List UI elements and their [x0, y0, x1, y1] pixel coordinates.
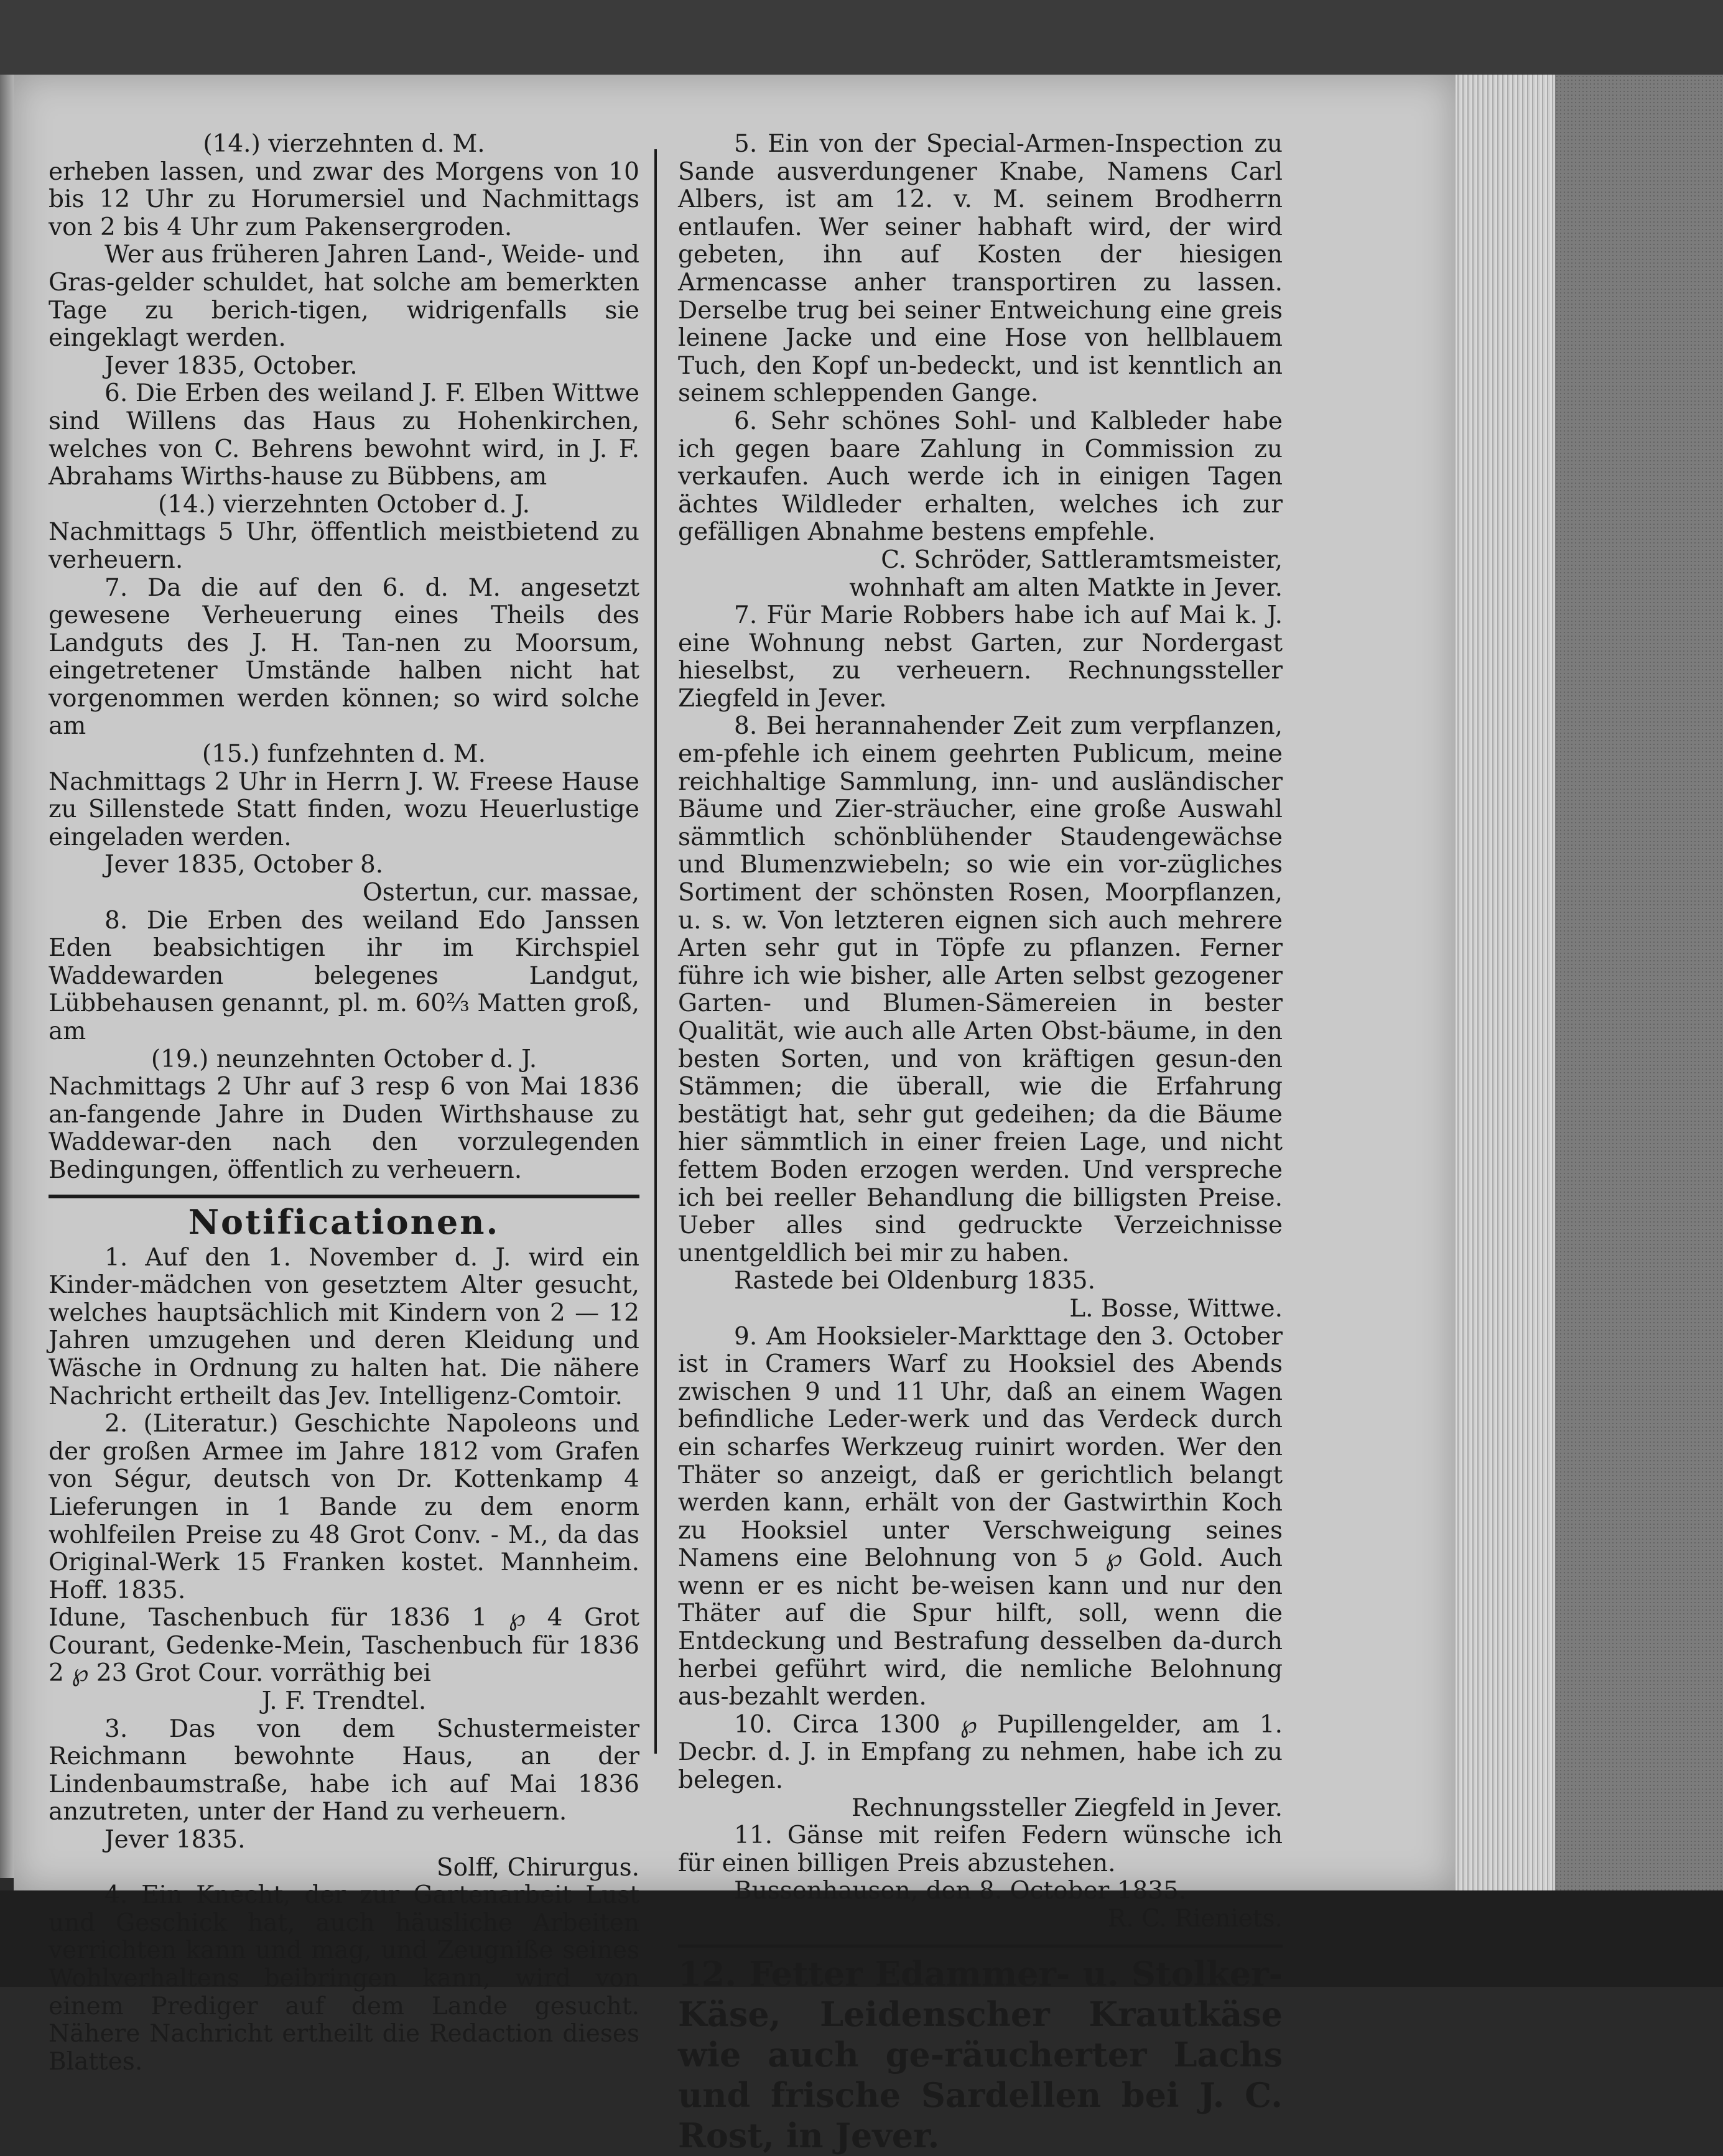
page-stack-edge [1456, 75, 1555, 1890]
left-column-paragraph: Jever 1835, October 8. [104, 851, 384, 879]
section-title: Notificationen. [188, 1201, 500, 1242]
right-column-paragraph: 11. Gänse mit reifen Federn wünsche ich für einen billigen Preis abzustehen. [678, 1821, 1283, 1877]
left-notices-paragraph: Idune, Taschenbuch für 1836 1 ℘ 4 Grot Courant, Gedenke-Mein, Taschenbuch für 1836 2 ℘ 23 Grot Cour. vorräthig bei [49, 1604, 639, 1688]
book-binding [1555, 75, 1723, 1890]
right-column-paragraph: L. Bosse, Wittwe. [1069, 1294, 1283, 1323]
left-column-paragraph: (19.) neunzehnten October d. J. [151, 1045, 537, 1073]
left-column-paragraph: 6. Die Erben des weiland J. F. Elben Wittwe sind Willens das Haus zu Hohenkirchen, welches von C. Behrens bewohnt wird, in J. F. Abrahams Wirths-hause zu Bübbens, am [49, 379, 639, 491]
left-column [49, 131, 639, 2076]
facing-page-edge [0, 75, 14, 1878]
right-column-paragraph: Bussenhausen, den 8. October 1835. [734, 1877, 1187, 1905]
left-notices-paragraph: 2. (Literatur.) Geschichte Napoleons und der großen Armee im Jahre 1812 vom Grafen von Ségur, deutsch von Dr. Kottenkamp 4 Lieferungen in 1 Bande zu dem enorm wohlfeilen Preise zu 48 Grot Conv. - M., da das Original-Werk 15 Franken kostet. Mannheim. Hoff. 1835. [49, 1410, 639, 1604]
scan-top-background [0, 0, 1723, 75]
left-column-paragraph: (15.) funfzehnten d. M. [202, 740, 486, 769]
left-column-paragraph: Jever 1835, October. [104, 351, 358, 380]
left-notices-paragraph: Jever 1835. [104, 1826, 246, 1854]
right-column-paragraph: R. C. Rieniets. [1107, 1905, 1283, 1933]
final-notice: 12. Fetter Edammer- u. Stolker-Käse, Leidenscher Krautkäse wie auch ge-räucherter Lachs und frische Sardellen bei J. C. Rost, in Jever. [678, 1953, 1283, 2155]
right-column [678, 131, 1283, 2156]
left-column-paragraph: 7. Da die auf den 6. d. M. angesetzt gewesene Verheuerung eines Theils des Landguts des J. H. Tan-nen zu Moorsum, eingetretener Umstände halben nicht hat vorgenommen werden können; so wird solche am [49, 573, 639, 741]
left-column-paragraph: (14.) vierzehnten October d. J. [157, 490, 531, 519]
left-notices-paragraph: J. F. Trendtel. [261, 1687, 427, 1716]
right-column-paragraph: 5. Ein von der Special-Armen-Inspection zu Sande ausverdungener Knabe, Namens Carl Albers, ist am 12. v. M. seinem Brodherrn entlaufen. Wer seiner habhaft wird, der wird gebeten, ihn auf Kosten der hiesigen Armencasse anher transportiren zu lassen. Derselbe trug bei seiner Entweichung eine greis leinene Jacke und eine Hose von hellblauem Tuch, den Kopf un-bedeckt, und ist kenntlich an seinem schleppenden Gange. [678, 130, 1283, 408]
left-column-paragraph: Ostertun, cur. massae, [362, 879, 639, 907]
right-column-paragraph: 10. Circa 1300 ℘ Pupillengelder, am 1. Decbr. d. J. in Empfang zu nehmen, habe ich zu belegen. [678, 1710, 1283, 1795]
left-column-paragraph: Nachmittags 5 Uhr, öffentlich meistbietend zu verheuern. [49, 518, 639, 574]
right-announcements [678, 131, 1283, 1933]
left-column-paragraph: erheben lassen, und zwar des Morgens von 10 bis 12 Uhr zu Horumersiel und Nachmittags von 2 bis 4 Uhr zum Pakensergroden. [49, 157, 639, 241]
section-divider [49, 1195, 639, 1198]
right-column-paragraph: 9. Am Hooksieler-Markttage den 3. October ist in Cramers Warf zu Hooksiel des Abends zwischen 9 und 11 Uhr, daß an einem Wagen befindliche Leder-werk und das Verdeck durch ein scharfes Werkzeug ruinirt worden. Wer den Thäter so anzeigt, daß er gerichtlich belangt werden kann, erhält von der Gastwirthin Koch zu Hooksiel unter Verschweigung seines Namens eine Belohnung von 5 ℘ Gold. Auch wenn er es nicht be-weisen kann und nur den Thäter auf die Spur hilft, soll, wenn die Entdeckung und Bestrafung desselben da-durch herbei geführt wird, die nemliche Belohnung aus-bezahlt werden. [678, 1322, 1283, 1711]
right-column-paragraph: 6. Sehr schönes Sohl- und Kalbleder habe ich gegen baare Zahlung in Commission zu verkaufen. Auch werde ich in einigen Tagen ächtes Wildleder erhalten, welches ich zur gefälligen Abnahme bestens empfehle. [678, 407, 1283, 547]
column-divider [654, 149, 657, 1754]
right-column-paragraph: 8. Bei herannahender Zeit zum verpflanzen, em-pfehle ich einem geehrten Publicum, meine reichhaltige Sammlung, inn- und ausländischer Bäume und Zier-sträucher, eine große Auswahl sämmtlich schönblühender Staudengewächse und Blumenzwiebeln; so wie ein vor-zügliches Sortiment der schönsten Rosen, Moorpflanzen, u. s. w. Von letzteren eignen sich auch mehrere Arten sehr gut in Töpfe zu pflanzen. Ferner führe ich wie bisher, alle Arten selbst gezogener Garten- und Blumen-Sämereien in bester Qualität, wie auch alle Arten Obst-bäume, in den besten Sorten, und von kräftigen gesun-den Stämmen; die überall, wie die Erfahrung bestätigt hat, sehr gut gedeihen; da die Bäume hier sämmtlich in einer freien Lage, und nicht fettem Boden erzogen werden. Und verspreche ich bei reeller Behandlung die billigsten Preise. Ueber alles sind gedruckte Verzeichnisse unentgeldlich bei mir zu haben. [678, 712, 1283, 1267]
notifications-list [49, 1244, 639, 2076]
left-notices-paragraph: 4. Ein Knecht, der zur Gartenarbeit Lust und Geschick hat, auch häusliche Arbeiten verrichten kann und mag, und Zeugniße seines Wohlverhaltens beibringen kann, wird von einem Prediger auf dem Lande gesucht. Nähere Nachricht ertheilt die Redaction dieses Blattes. [49, 1881, 639, 2076]
left-column-paragraph: Nachmittags 2 Uhr auf 3 resp 6 von Mai 1836 an-fangende Jahre in Duden Wirthshause zu Waddewar-den nach den vorzulegenden Bedingungen, öffentlich zu verheuern. [49, 1073, 639, 1184]
left-column-paragraph: 8. Die Erben des weiland Edo Janssen Eden beabsichtigen ihr im Kirchspiel Waddewarden belegenes Landgut, Lübbehausen genannt, pl. m. 60⅔ Matten groß, am [49, 906, 639, 1045]
left-notices-paragraph: Solff, Chirurgus. [436, 1853, 639, 1882]
left-column-paragraph: Nachmittags 2 Uhr in Herrn J. W. Freese Hause zu Sillenstede Statt finden, wozu Heuerlustige eingeladen werden. [49, 767, 639, 851]
left-column-paragraph: Wer aus früheren Jahren Land-, Weide- und Gras-gelder schuldet, hat solche am bemerkten Tage zu berich-tigen, widrigenfalls sie eingeklagt werden. [49, 241, 639, 353]
left-column-paragraph: (14.) vierzehnten d. M. [203, 130, 485, 158]
left-announcements [49, 131, 639, 1185]
left-notices-paragraph: 3. Das von dem Schustermeister Reichmann bewohnte Haus, an der Lindenbaumstraße, habe ich auf Mai 1836 anzutreten, unter der Hand zu verheuern. [49, 1714, 639, 1826]
right-column-paragraph: Rechnungssteller Ziegfeld in Jever. [851, 1793, 1283, 1822]
right-column-paragraph: Rastede bei Oldenburg 1835. [734, 1267, 1095, 1295]
right-column-paragraph: wohnhaft am alten Matkte in Jever. [849, 573, 1283, 602]
final-notice-block [678, 1945, 1283, 2156]
right-column-paragraph: C. Schröder, Sattleramtsmeister, [881, 545, 1283, 574]
left-notices-paragraph: 1. Auf den 1. November d. J. wird ein Kinder-mädchen von gesetztem Alter gesucht, welches hauptsächlich mit Kindern von 2 — 12 Jahren umzugehen und deren Kleidung und Wäsche in Ordnung zu halten hat. Die nähere Nachricht ertheilt das Jev. Intelligenz-Comtoir. [49, 1243, 639, 1410]
right-column-paragraph: 7. Für Marie Robbers habe ich auf Mai k. J. eine Wohnung nebst Garten, zur Nordergast hieselbst, zu verheuern. Rechnungssteller Ziegfeld in Jever. [678, 601, 1283, 713]
